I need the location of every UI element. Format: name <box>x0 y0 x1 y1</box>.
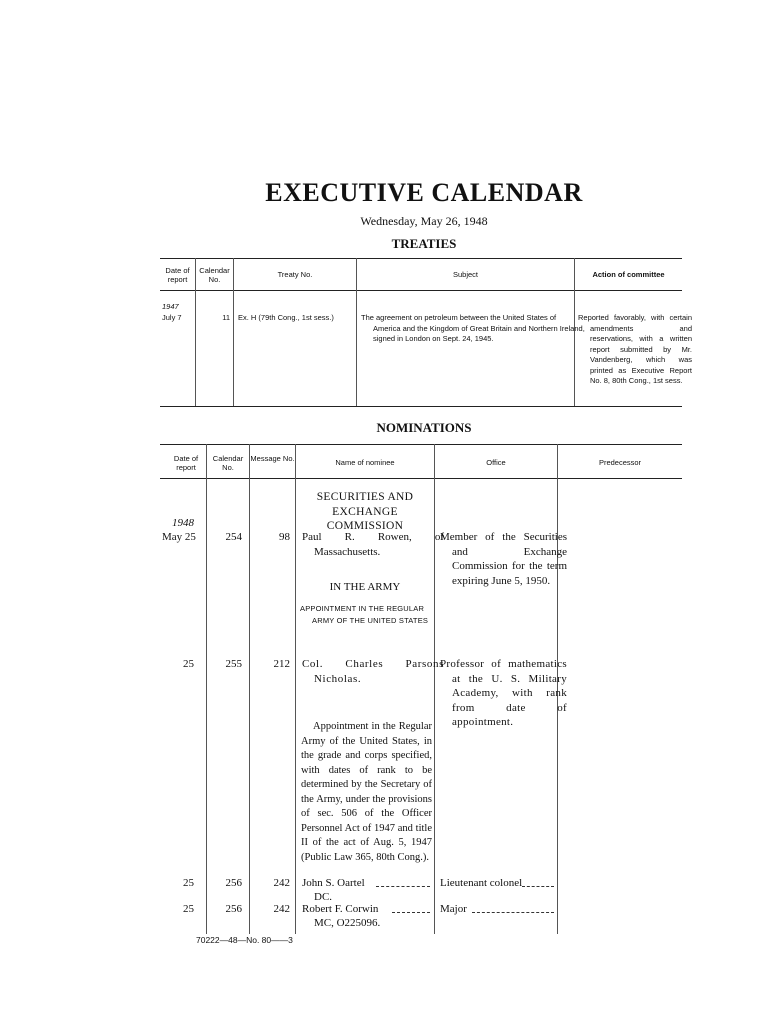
nominee-office: Major <box>440 903 467 915</box>
nomination-message-no: 98 <box>279 531 290 543</box>
nomination-calendar-no: 254 <box>225 531 242 543</box>
nominations-heading: NOMINATIONS <box>376 420 472 435</box>
nomination-year: 1948 <box>172 517 194 529</box>
appointment-note: Appointment in the Regular Army of the United States, in the grade and corps specified, with dates of rank to be determined by the Secretary of the Army, under the provisions of sec. 506 of the Officer Personnel Act of 1947 and title II of the act of Aug. 5, 1947 (Public Law 365, 80th Cong.). <box>301 721 432 863</box>
nomination-calendar-no: 256 <box>225 903 242 915</box>
nominations-divider <box>249 444 250 934</box>
nominations-divider <box>434 444 435 934</box>
group-heading-sec: SECURITIES AND EXCHANGE COMMISSION <box>316 491 414 532</box>
nominee-office: Lieutenant colonel <box>440 877 523 889</box>
group-heading-army: IN THE ARMY <box>329 581 401 593</box>
nominee-name: John S. Oartel <box>302 877 365 889</box>
leader-dots <box>376 886 430 887</box>
nominations-col-message: Message No. <box>250 454 295 463</box>
treaties-divider <box>356 258 357 406</box>
treaties-heading: TREATIES <box>391 236 457 251</box>
nominee-corps: DC. <box>314 891 333 903</box>
nominations-col-name: Name of nominee <box>335 458 395 467</box>
treaties-col-date: Date of report <box>165 266 190 284</box>
treaty-subject: The agreement on petroleum between the United States of America and the Kingdom of Great Britain and Northern Ireland, signed in London on Sept. 24, 1945. <box>361 313 585 343</box>
treaties-header-rule <box>160 290 682 291</box>
nominations-col-predecessor: Predecessor <box>598 458 642 467</box>
nominations-header-rule <box>160 478 682 479</box>
leader-dots <box>392 912 430 913</box>
calendar-date: Wednesday, May 26, 1948 <box>360 214 488 228</box>
treaties-bottom-rule <box>160 406 682 407</box>
treaties-divider <box>233 258 234 406</box>
nominations-top-rule <box>160 444 682 445</box>
nomination-date: May 25 <box>162 531 196 543</box>
calendar-title: EXECUTIVE CALENDAR <box>265 178 583 207</box>
treaties-col-subject: Subject <box>452 270 479 279</box>
treaties-col-calendar: Calendar No. <box>199 266 230 284</box>
nominee-name: Paul R. Rowen, of Massachusetts. <box>302 531 444 558</box>
nominations-divider <box>206 444 207 934</box>
nominations-divider <box>295 444 296 934</box>
nomination-date: 25 <box>183 658 194 670</box>
treaty-number: Ex. H (79th Cong., 1st sess.) <box>238 313 334 322</box>
treaty-action: Reported favorably, with certain amendments and reservations, with a written report submitted by Mr. Vandenberg, which was printed as Executive Report No. 8, 80th Cong., 1st sess. <box>578 313 692 385</box>
treaties-top-rule <box>160 258 682 259</box>
nominations-col-date: Date of report <box>173 454 199 472</box>
nomination-message-no: 242 <box>273 903 290 915</box>
leader-dots <box>472 912 554 913</box>
nominations-col-calendar: Calendar No. <box>212 454 244 472</box>
nominee-corps: MC, O225096. <box>314 917 381 929</box>
nomination-calendar-no: 256 <box>225 877 242 889</box>
nomination-calendar-no: 255 <box>225 658 242 670</box>
nominations-col-office: Office <box>486 458 506 467</box>
nominee-name: Col. Charles Parsons Nicholas. <box>302 658 444 685</box>
nomination-message-no: 212 <box>273 658 290 670</box>
treaty-calendar-no: 11 <box>222 313 230 322</box>
treaties-col-treaty: Treaty No. <box>277 270 313 279</box>
nominee-office: Professor of mathematics at the U. S. Military Academy, with rank from date of appointment. <box>440 658 567 728</box>
nominee-name: Robert F. Corwin <box>302 903 379 915</box>
nominee-office: Member of the Securities and Exchange Commission for the term expiring June 5, 1950. <box>440 531 567 587</box>
print-code: 70222—48—No. 80——3 <box>196 935 293 945</box>
treaty-date: July 7 <box>162 313 182 322</box>
nomination-date: 25 <box>183 877 194 889</box>
treaties-col-action: Action of committee <box>592 270 665 279</box>
treaty-year: 1947 <box>162 302 179 311</box>
nomination-date: 25 <box>183 903 194 915</box>
nomination-message-no: 242 <box>273 877 290 889</box>
leader-dots <box>522 886 554 887</box>
group-subheading-army: APPOINTMENT IN THE REGULAR ARMY OF THE UNITED STATES <box>300 604 429 625</box>
